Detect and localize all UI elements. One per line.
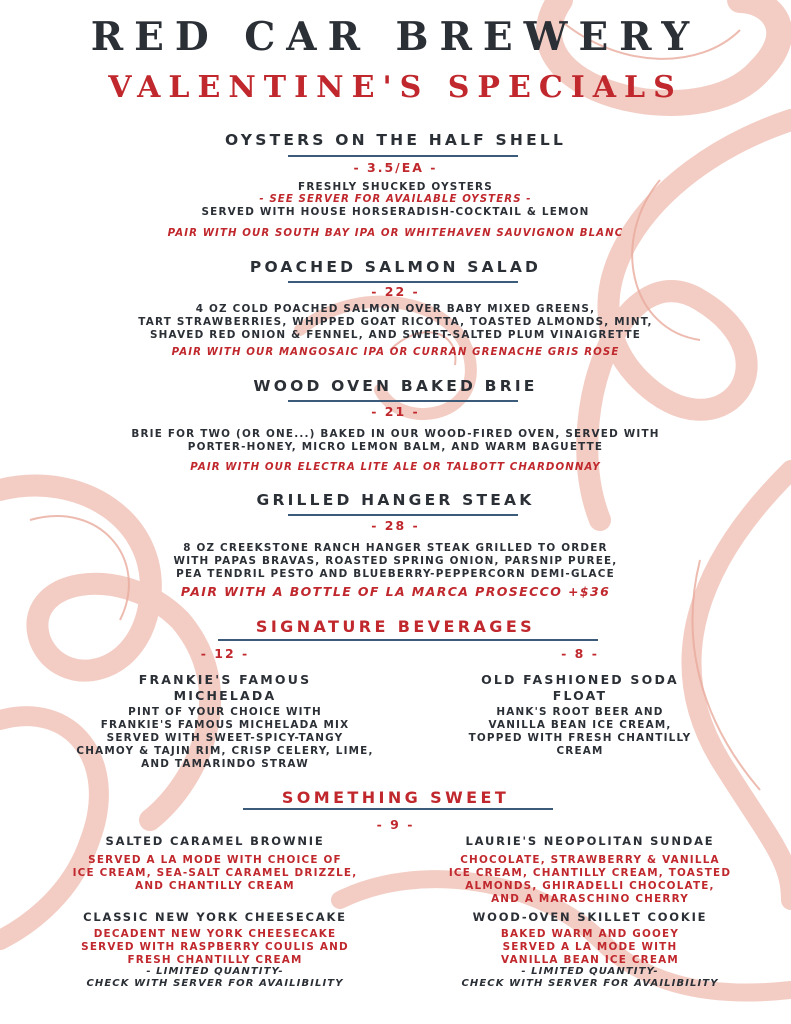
salmon-heading: POACHED SALMON SALAD (249, 258, 542, 276)
steak-desc-line: WITH PAPAS BRAVAS, ROASTED SPRING ONION, PARSNIP PUREE, (173, 555, 618, 567)
michelada-name: FRANKIE'S FAMOUS MICHELADA (138, 672, 312, 703)
salmon-desc-line: SHAVED RED ONION & FENNEL, AND SWEET-SALTED PLUM VINAIGRETTE (149, 329, 642, 341)
cookie-description: BAKED WARM AND GOOEY SERVED A LA MODE WITH VANILLA BEAN ICE CREAM (500, 928, 680, 966)
brie-desc-line: BRIE FOR TWO (OR ONE...) BAKED IN OUR WOOD-FIRED OVEN, SERVED WITH (131, 428, 660, 440)
salmon-rule (288, 281, 518, 283)
float-desc-line: TOPPED WITH FRESH CHANTILLY (468, 732, 692, 744)
sweet-rule (243, 808, 553, 810)
brie-desc-line: PORTER-HONEY, MICRO LEMON BALM, AND WARM BAGUETTE (187, 441, 604, 453)
sweet-price: - 9 - (376, 817, 415, 832)
oysters-price: - 3.5/EA - (353, 160, 438, 175)
salmon-price: - 22 - (371, 284, 420, 299)
oysters-desc-line: FRESHLY SHUCKED OYSTERS (298, 181, 493, 193)
steak-rule (288, 514, 518, 516)
oysters-desc-line: SERVED WITH HOUSE HORSERADISH-COCKTAIL & LEMON (201, 206, 590, 218)
cookie-limited-note: - LIMITED QUANTITY- CHECK WITH SERVER FOR AVAILIBILITY (461, 966, 719, 989)
beverages-heading: SIGNATURE BEVERAGES (255, 617, 536, 636)
float-desc-line: CREAM (556, 745, 604, 757)
float-price: - 8 - (561, 646, 599, 661)
salmon-desc-line: TART STRAWBERRIES, WHIPPED GOAT RICOTTA, TOASTED ALMONDS, MINT, (138, 316, 653, 328)
cheesecake-name: CLASSIC NEW YORK CHEESECAKE (83, 910, 347, 924)
oysters-heading: OYSTERS ON THE HALF SHELL (224, 131, 567, 149)
michelada-desc-line: SERVED WITH SWEET-SPICY-TANGY (106, 732, 344, 744)
sundae-description: CHOCOLATE, STRAWBERRY & VANILLA ICE CREAM, CHANTILLY CREAM, TOASTED ALMONDS, GHIRADELLI CHOCOLATE, AND A MARASCHINO CHERRY (448, 854, 732, 905)
salmon-desc-line: 4 OZ COLD POACHED SALMON OVER BABY MIXED GREENS, (195, 303, 596, 315)
steak-price: - 28 - (371, 518, 420, 533)
brie-heading: WOOD OVEN BAKED BRIE (253, 377, 538, 395)
steak-desc-line: PEA TENDRIL PESTO AND BLUEBERRY-PEPPERCORN DEMI-GLACE (176, 568, 615, 580)
brie-price: - 21 - (371, 404, 420, 419)
float-desc-line: HANK'S ROOT BEER AND (496, 706, 664, 718)
oysters-rule (288, 155, 518, 157)
brownie-description: SERVED A LA MODE WITH CHOICE OF ICE CREAM, SEA-SALT CARAMEL DRIZZLE, AND CHANTILLY CREAM (72, 854, 358, 892)
michelada-desc-line: PINT OF YOUR CHOICE WITH (128, 706, 322, 718)
salmon-description (0, 303, 791, 342)
sundae-name: LAURIE'S NEOPOLITAN SUNDAE (465, 834, 715, 848)
beverages-rule (218, 639, 598, 641)
brewery-name: RED CAR BREWERY (90, 14, 701, 60)
brie-description (0, 428, 791, 454)
brie-rule (288, 400, 518, 402)
michelada-desc-line: AND TAMARINDO STRAW (141, 758, 309, 770)
cookie-name: WOOD-OVEN SKILLET COOKIE (472, 910, 708, 924)
brie-pairing: PAIR WITH OUR ELECTRA LITE ALE OR TALBOTT CHARDONNAY (190, 462, 601, 473)
michelada-description (40, 706, 410, 771)
oysters-pairing: PAIR WITH OUR SOUTH BAY IPA OR WHITEHAVEN SAUVIGNON BLANC (167, 228, 624, 239)
steak-description (0, 542, 791, 581)
steak-desc-line: 8 OZ CREEKSTONE RANCH HANGER STEAK GRILLED TO ORDER (183, 542, 608, 554)
michelada-price: - 12 - (200, 646, 250, 661)
salmon-pairing: PAIR WITH OUR MANGOSAIC IPA OR CURRAN GRENACHE GRIS ROSE (171, 347, 620, 358)
steak-pairing: PAIR WITH A BOTTLE OF LA MARCA PROSECCO +$36 (180, 584, 611, 599)
float-description (400, 706, 760, 758)
steak-heading: GRILLED HANGER STEAK (256, 491, 535, 509)
brownie-name: SALTED CARAMEL BROWNIE (105, 834, 325, 848)
float-name: OLD FASHIONED SODA FLOAT (481, 672, 679, 703)
cheesecake-description: DECADENT NEW YORK CHEESECAKE SERVED WITH RASPBERRY COULIS AND FRESH CHANTILLY CREAM (81, 928, 349, 966)
menu-title: VALENTINE'S SPECIALS (108, 70, 683, 105)
cheesecake-limited-note: - LIMITED QUANTITY- CHECK WITH SERVER FOR AVAILIBILITY (86, 966, 344, 989)
michelada-desc-line: FRANKIE'S FAMOUS MICHELADA MIX (100, 719, 350, 731)
float-desc-line: VANILLA BEAN ICE CREAM, (488, 719, 672, 731)
michelada-desc-line: CHAMOY & TAJIN RIM, CRISP CELERY, LIME, (76, 745, 374, 757)
sweet-heading: SOMETHING SWEET (281, 788, 510, 807)
oysters-availability-note: - SEE SERVER FOR AVAILABLE OYSTERS - (259, 194, 532, 205)
